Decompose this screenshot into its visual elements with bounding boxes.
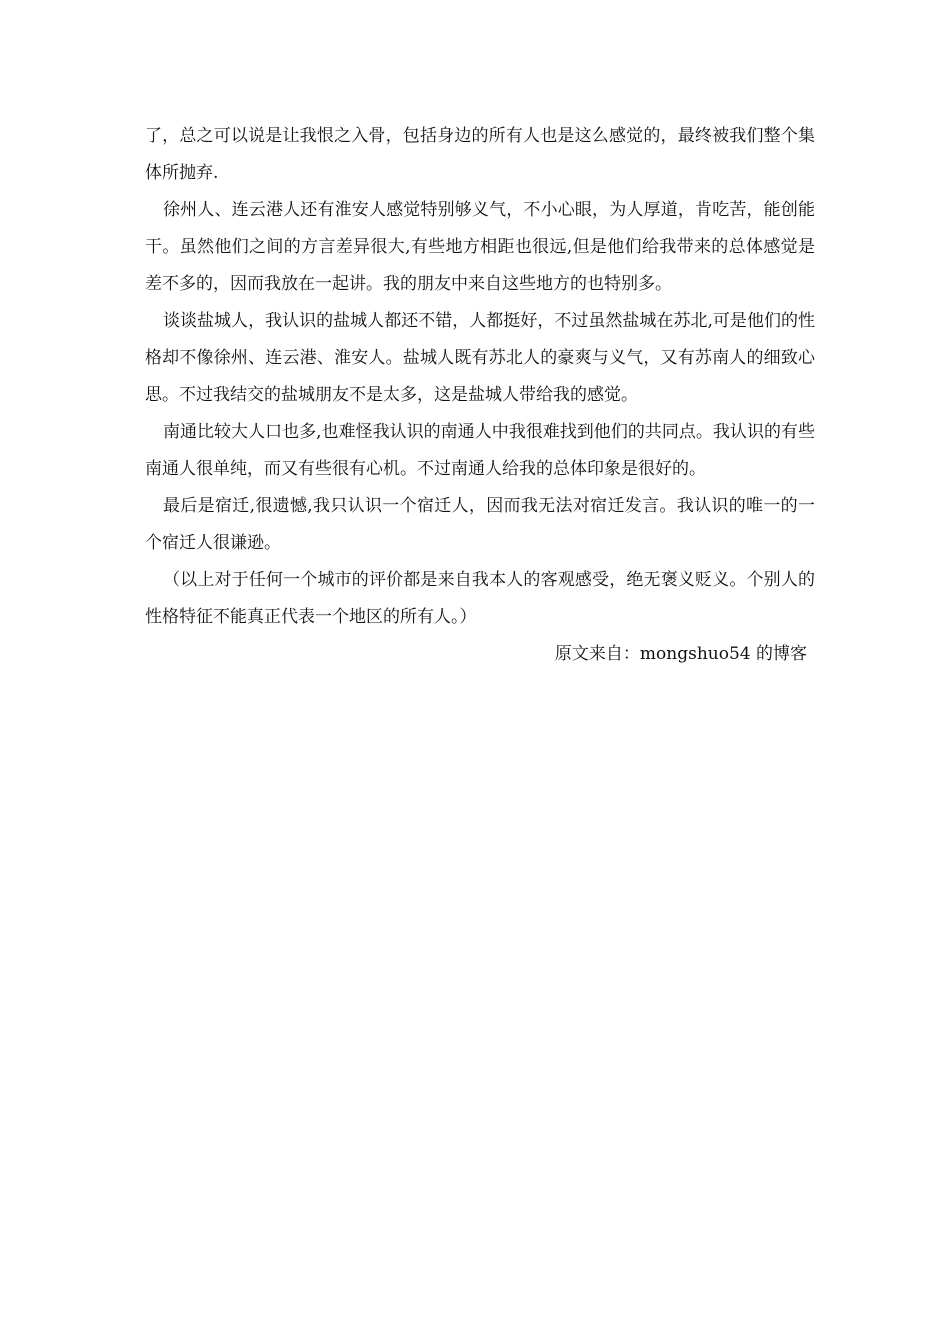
paragraph-suqian: 最后是宿迁,很遗憾,我只认识一个宿迁人，因而我无法对宿迁发言。我认识的唯一的一个宿迁人很谦逊。 xyxy=(145,496,815,553)
paragraph-disclaimer: （以上对于任何一个城市的评价都是来自我本人的客观感受，绝无褒义贬义。个别人的性格特征不能真正代表一个地区的所有人。） xyxy=(145,570,815,627)
source-attribution: 原文来自：mongshuo54 的博客 xyxy=(554,644,807,664)
paragraph-yancheng: 谈谈盐城人，我认识的盐城人都还不错，人都挺好，不过虽然盐城在苏北,可是他们的性格却不像徐州、连云港、淮安人。盐城人既有苏北人的豪爽与义气，又有苏南人的细致心思。不过我结交的盐城朋友不是太多，这是盐城人带给我的感觉。 xyxy=(145,311,815,405)
paragraph-continued: 了，总之可以说是让我恨之入骨，包括身边的所有人也是这么感觉的，最终被我们整个集体所抛弃. xyxy=(145,126,815,183)
paragraph-nantong: 南通比较大人口也多,也难怪我认识的南通人中我很难找到他们的共同点。我认识的有些南通人很单纯，而又有些很有心机。不过南通人给我的总体印象是很好的。 xyxy=(145,422,815,479)
paragraph-xuzhou-lianyungang-huaian: 徐州人、连云港人还有淮安人感觉特别够义气，不小心眼，为人厚道，肯吃苦，能创能干。虽然他们之间的方言差异很大,有些地方相距也很远,但是他们给我带来的总体感觉是差不多的，因而我放在一起讲。我的朋友中来自这些地方的也特别多。 xyxy=(145,200,815,294)
document-body xyxy=(145,118,815,673)
